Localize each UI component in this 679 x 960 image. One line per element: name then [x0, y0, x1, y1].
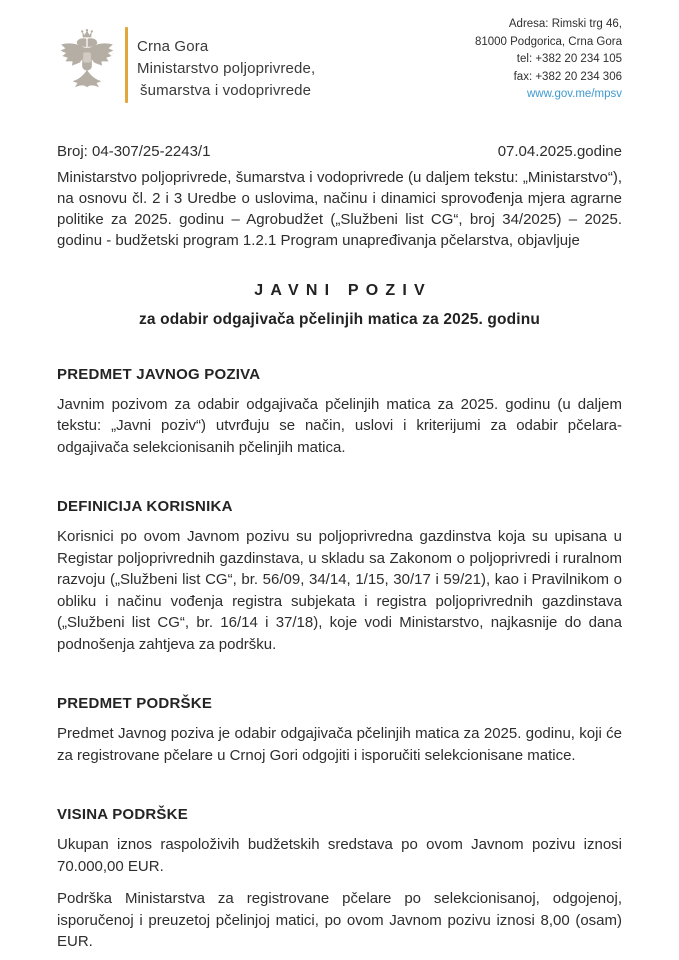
section-heading: PREDMET JAVNOG POZIVA	[57, 365, 261, 383]
section-visina-podrske	[57, 806, 622, 953]
ministry-name	[137, 27, 315, 102]
letterhead	[57, 14, 622, 104]
document-number: Broj: 04-307/25-2243/1	[57, 142, 211, 160]
section-definicija-korisnika	[57, 498, 622, 655]
address-line-1: Adresa: Rimski trg 46,	[508, 18, 622, 30]
section-heading: VISINA PODRŠKE	[57, 806, 188, 823]
address-line-2: 81000 Podgorica, Crna Gora	[474, 35, 622, 48]
coat-of-arms-icon	[57, 27, 117, 103]
contact-block	[475, 14, 622, 104]
page-title: JAVNI POZIV	[254, 281, 432, 299]
section-paragraph: Predmet Javnog poziva je odabir odgajivača pčelinjih matica za 2025. godinu, koji će za registrovane pčelare u Crnoj Gori odgojiti i isporučiti selekcionisane matice.	[57, 725, 622, 764]
country-name: Crna Gora	[137, 38, 209, 55]
page-subtitle: za odabir odgajivača pčelinjih matica za 2025. godinu	[139, 310, 540, 328]
fax-number: fax: +382 20 234 306	[513, 70, 622, 83]
ministry-logo	[57, 27, 315, 104]
section-predmet-javnog-poziva	[57, 366, 622, 459]
section-paragraph: Javnim pozivom za odabir odgajivača pčelinjih matica za 2025. godinu (u daljem tekstu: „Javni poziv“) utvrđuju se način, uslovi i kriterijumi za odabir pčelara-odgajivača selekcionisanih pčelinjih matica.	[57, 395, 622, 456]
section-paragraph: Podrška Ministarstva za registrovane pčelare po selekcionisanoj, odgojenoj, isporučenoj i preuzetoj pčelinjoj matici, po ovom Javnom pozivu iznosi 8,00 (osam) EUR.	[57, 890, 622, 950]
section-predmet-podrske	[57, 695, 622, 766]
section-heading: PREDMET PODRŠKE	[57, 695, 213, 712]
ministry-name-line2: šumarstva i vodoprivrede	[140, 82, 312, 99]
logo-divider	[125, 27, 128, 103]
section-paragraph: Ukupan iznos raspoloživih budžetskih sredstava po ovom Javnom pozivu iznosi 70.000,00 EUR.	[57, 836, 622, 875]
section-heading: DEFINICIJA KORISNIKA	[57, 498, 233, 515]
intro-paragraph: Ministarstvo poljoprivrede, šumarstva i vodoprivrede (u daljem tekstu: „Ministarstvo“), na osnovu čl. 2 i 3 Uredbe o uslovima, načinu i dinamici sprovođenja mjera agrarne politike za 2025. godinu – Agrobudžet („Službeni list CG“, broj 34/2025) – 2025. godinu - budžetski program 1.2.1 Program unapređivanja pčelarstva, objavljuje	[57, 168, 622, 249]
document-meta	[57, 141, 622, 162]
document-date: 07.04.2025.godine	[497, 142, 622, 160]
section-paragraph: Korisnici po ovom Javnom pozivu su poljoprivredna gazdinstva koja su upisana u Registar poljoprivrednih gazdinstava, u skladu sa Zakonom o poljoprivredi i ruralnom razvoju („Službeni list CG“, br. 56/09, 34/14, 1/15, 30/17 i 59/21), kao i Pravilnikom o obliku i načinu vođenja registra subjekata i registra poljoprivrednih gazdinstava („Službeni list CG“, br. 16/14 i 37/18), koje vodi Ministarstvo, najkasnije do dana podnošenja zahtjeva za podršku.	[57, 528, 622, 653]
website-link[interactable]: www.gov.me/mpsv	[526, 88, 622, 100]
phone-number: tel: +382 20 234 105	[516, 53, 622, 65]
ministry-name-line1: Ministarstvo poljoprivrede,	[137, 60, 316, 77]
